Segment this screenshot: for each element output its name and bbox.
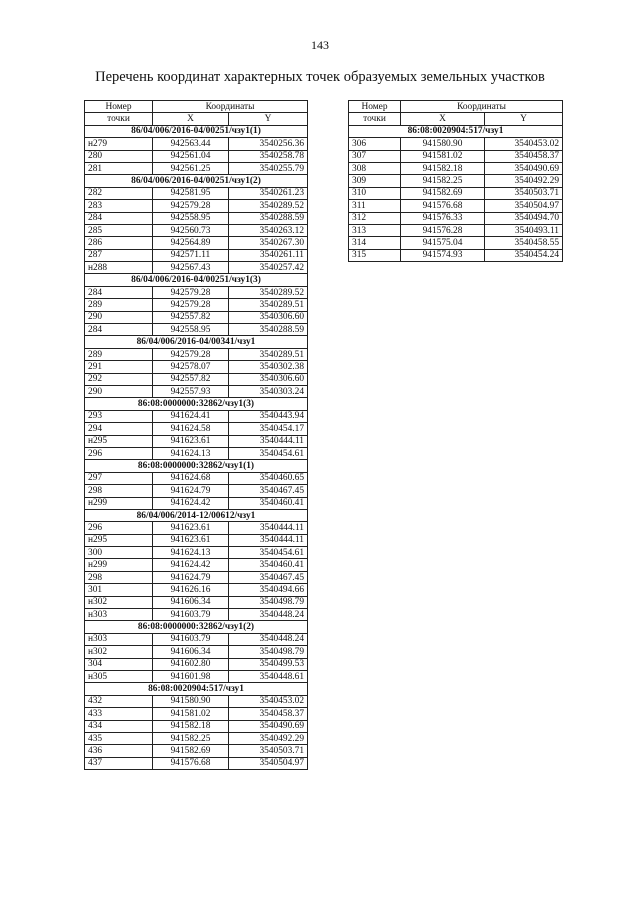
x-coordinate-cell: 942557.82 [153,311,229,323]
point-number-cell: 437 [85,757,153,769]
y-coordinate-cell: 3540306.60 [229,373,308,385]
point-number-cell: 434 [85,720,153,732]
point-number-cell: 314 [349,237,401,249]
table-row [85,584,308,596]
x-coordinate-cell: 941624.42 [153,497,229,509]
point-number-cell: н302 [85,646,153,658]
y-coordinate-cell: 3540443.94 [229,410,308,422]
y-coordinate-cell: 3540454.17 [229,423,308,435]
table-row [85,757,308,769]
table-row [85,150,308,162]
group-row [85,509,308,521]
table-row [85,373,308,385]
point-number-cell: 284 [85,286,153,298]
group-row [85,683,308,695]
y-coordinate-cell: 3540255.79 [229,162,308,174]
table-row [85,262,308,274]
table-row [85,249,308,261]
x-coordinate-cell: 941624.79 [153,571,229,583]
coordinates-table-left [84,100,308,770]
group-title: 86:08:0000000:32862/чзу1(1) [85,460,308,472]
x-coordinate-cell: 941624.68 [153,472,229,484]
table-row [85,534,308,546]
point-number-cell: 286 [85,237,153,249]
y-coordinate-cell: 3540289.51 [229,348,308,360]
y-coordinate-cell: 3540267.30 [229,237,308,249]
point-number-cell: 290 [85,311,153,323]
x-coordinate-cell: 941575.04 [401,237,485,249]
y-coordinate-cell: 3540498.79 [229,646,308,658]
x-coordinate-cell: 941576.33 [401,212,485,224]
y-coordinate-cell: 3540444.11 [229,435,308,447]
point-number-cell: 315 [349,249,401,261]
y-coordinate-cell: 3540289.52 [229,200,308,212]
point-number-cell: 284 [85,324,153,336]
group-row [85,274,308,286]
group-row [85,175,308,187]
x-coordinate-cell: 941576.28 [401,224,485,236]
x-coordinate-cell: 941624.58 [153,423,229,435]
x-coordinate-cell: 941624.13 [153,547,229,559]
coordinates-table-right [348,100,563,262]
table-row [85,237,308,249]
point-number-cell: 293 [85,410,153,422]
x-coordinate-cell: 941581.02 [153,708,229,720]
y-coordinate-cell: 3540454.61 [229,447,308,459]
x-coordinate-cell: 941624.79 [153,485,229,497]
point-number-cell: 304 [85,658,153,670]
y-coordinate-cell: 3540467.45 [229,571,308,583]
group-title: 86/04/006/2016-04/00251/чзу1(1) [85,125,308,137]
x-coordinate-cell: 941582.25 [153,732,229,744]
point-number-cell: н279 [85,138,153,150]
x-coordinate-cell: 941603.79 [153,609,229,621]
y-coordinate-cell: 3540503.71 [485,187,563,199]
table-row [85,571,308,583]
y-coordinate-cell: 3540289.52 [229,286,308,298]
y-coordinate-cell: 3540306.60 [229,311,308,323]
point-number-cell: 285 [85,224,153,236]
group-title: 86:08:0000000:32862/чзу1(3) [85,398,308,410]
y-coordinate-cell: 3540263.12 [229,224,308,236]
table-row [85,187,308,199]
table-row [85,497,308,509]
y-coordinate-cell: 3540460.41 [229,559,308,571]
x-coordinate-cell: 941582.18 [153,720,229,732]
header-y: Y [229,113,308,125]
point-number-cell: 282 [85,187,153,199]
table-row [85,559,308,571]
x-coordinate-cell: 941624.41 [153,410,229,422]
point-number-cell: 298 [85,571,153,583]
y-coordinate-cell: 3540448.24 [229,609,308,621]
group-title: 86/04/006/2016-04/00251/чзу1(2) [85,175,308,187]
x-coordinate-cell: 942558.95 [153,324,229,336]
table-row [85,324,308,336]
table-row [85,547,308,559]
table-row [85,670,308,682]
y-coordinate-cell: 3540454.61 [229,547,308,559]
point-number-cell: 289 [85,299,153,311]
table-row [85,720,308,732]
y-coordinate-cell: 3540302.38 [229,361,308,373]
y-coordinate-cell: 3540444.11 [229,522,308,534]
point-number-cell: 284 [85,212,153,224]
point-number-cell: 436 [85,745,153,757]
point-number-cell: 292 [85,373,153,385]
group-row [85,621,308,633]
x-coordinate-cell: 941580.90 [153,695,229,707]
point-number-cell: 312 [349,212,401,224]
x-coordinate-cell: 941582.69 [153,745,229,757]
table-row [85,447,308,459]
group-row [85,336,308,348]
x-coordinate-cell: 942567.43 [153,262,229,274]
group-title: 86/04/006/2014-12/00612/чзу1 [85,509,308,521]
point-number-cell: н295 [85,534,153,546]
x-coordinate-cell: 941582.69 [401,187,485,199]
x-coordinate-cell: 942561.04 [153,150,229,162]
x-coordinate-cell: 941576.68 [401,200,485,212]
table-row [85,646,308,658]
x-coordinate-cell: 941623.61 [153,435,229,447]
y-coordinate-cell: 3540493.11 [485,224,563,236]
x-coordinate-cell: 942561.25 [153,162,229,174]
table-row [85,385,308,397]
x-coordinate-cell: 942578.07 [153,361,229,373]
table-row [349,150,563,162]
point-number-cell: 300 [85,547,153,559]
y-coordinate-cell: 3540444.11 [229,534,308,546]
y-coordinate-cell: 3540448.24 [229,633,308,645]
group-row [349,125,563,137]
group-title: 86:08:0020904:517/чзу1 [349,125,563,137]
point-number-cell: 308 [349,162,401,174]
table-row [349,162,563,174]
group-title: 86/04/006/2016-04/00251/чзу1(3) [85,274,308,286]
point-number-cell: 432 [85,695,153,707]
header-x: X [153,113,229,125]
table-row [349,224,563,236]
table-row [85,423,308,435]
point-number-cell: 433 [85,708,153,720]
x-coordinate-cell: 941582.18 [401,162,485,174]
x-coordinate-cell: 941626.16 [153,584,229,596]
table-row [85,745,308,757]
point-number-cell: н295 [85,435,153,447]
y-coordinate-cell: 3540257.42 [229,262,308,274]
point-number-cell: 309 [349,175,401,187]
point-number-cell: н303 [85,609,153,621]
group-title: 86:08:0000000:32862/чзу1(2) [85,621,308,633]
y-coordinate-cell: 3540467.45 [229,485,308,497]
y-coordinate-cell: 3540460.65 [229,472,308,484]
header-y: Y [485,113,563,125]
x-coordinate-cell: 941582.25 [401,175,485,187]
table-row [349,212,563,224]
y-coordinate-cell: 3540289.51 [229,299,308,311]
y-coordinate-cell: 3540460.41 [229,497,308,509]
x-coordinate-cell: 942560.73 [153,224,229,236]
x-coordinate-cell: 941606.34 [153,646,229,658]
table-row [85,138,308,150]
point-number-cell: 289 [85,348,153,360]
point-number-cell: 291 [85,361,153,373]
table-row [85,224,308,236]
table-row [85,299,308,311]
table-row [85,348,308,360]
table-row [85,708,308,720]
y-coordinate-cell: 3540492.29 [485,175,563,187]
y-coordinate-cell: 3540256.36 [229,138,308,150]
y-coordinate-cell: 3540261.23 [229,187,308,199]
point-number-cell: н302 [85,596,153,608]
header-point-number-line2: точки [85,113,153,125]
x-coordinate-cell: 942579.28 [153,286,229,298]
point-number-cell: 313 [349,224,401,236]
x-coordinate-cell: 942558.95 [153,212,229,224]
x-coordinate-cell: 942579.28 [153,200,229,212]
x-coordinate-cell: 942563.44 [153,138,229,150]
y-coordinate-cell: 3540303.24 [229,385,308,397]
table-row [85,633,308,645]
x-coordinate-cell: 941581.02 [401,150,485,162]
table-row [85,212,308,224]
table-row [85,485,308,497]
y-coordinate-cell: 3540458.55 [485,237,563,249]
table-row [349,175,563,187]
point-number-cell: 306 [349,138,401,150]
y-coordinate-cell: 3540492.29 [229,732,308,744]
point-number-cell: 310 [349,187,401,199]
table-row [349,200,563,212]
y-coordinate-cell: 3540448.61 [229,670,308,682]
point-number-cell: н305 [85,670,153,682]
y-coordinate-cell: 3540499.53 [229,658,308,670]
x-coordinate-cell: 941623.61 [153,522,229,534]
table-row [85,311,308,323]
point-number-cell: 280 [85,150,153,162]
y-coordinate-cell: 3540288.59 [229,212,308,224]
y-coordinate-cell: 3540453.02 [229,695,308,707]
point-number-cell: 311 [349,200,401,212]
table-row [85,522,308,534]
y-coordinate-cell: 3540503.71 [229,745,308,757]
y-coordinate-cell: 3540453.02 [485,138,563,150]
x-coordinate-cell: 942579.28 [153,348,229,360]
point-number-cell: н299 [85,497,153,509]
group-row [85,460,308,472]
x-coordinate-cell: 941603.79 [153,633,229,645]
y-coordinate-cell: 3540504.97 [229,757,308,769]
x-coordinate-cell: 942581.95 [153,187,229,199]
point-number-cell: 294 [85,423,153,435]
table-row [349,187,563,199]
point-number-cell: 301 [85,584,153,596]
group-row [85,398,308,410]
y-coordinate-cell: 3540458.37 [485,150,563,162]
x-coordinate-cell: 941576.68 [153,757,229,769]
table-row [85,472,308,484]
table-row [85,410,308,422]
point-number-cell: 296 [85,447,153,459]
table-row [349,237,563,249]
point-number-cell: 298 [85,485,153,497]
header-point-number: Номер [85,101,153,113]
point-number-cell: 435 [85,732,153,744]
y-coordinate-cell: 3540261.11 [229,249,308,261]
y-coordinate-cell: 3540490.69 [229,720,308,732]
point-number-cell: 296 [85,522,153,534]
page-title: Перечень координат характерных точек образуемых земельных участков [95,69,545,85]
point-number-cell: 283 [85,200,153,212]
y-coordinate-cell: 3540498.79 [229,596,308,608]
table-row [85,609,308,621]
x-coordinate-cell: 942571.11 [153,249,229,261]
group-title: 86/04/006/2016-04/00341/чзу1 [85,336,308,348]
point-number-cell: 307 [349,150,401,162]
point-number-cell: 287 [85,249,153,261]
point-number-cell: 297 [85,472,153,484]
x-coordinate-cell: 941606.34 [153,596,229,608]
x-coordinate-cell: 941623.61 [153,534,229,546]
x-coordinate-cell: 941624.42 [153,559,229,571]
table-row [85,200,308,212]
header-point-number-line2: точки [349,113,401,125]
group-row [85,125,308,137]
table-row [349,138,563,150]
page-number: 143 [311,38,329,52]
table-row [85,732,308,744]
x-coordinate-cell: 942579.28 [153,299,229,311]
y-coordinate-cell: 3540458.37 [229,708,308,720]
table-row [85,435,308,447]
table-row [85,286,308,298]
table-row [85,658,308,670]
x-coordinate-cell: 941624.13 [153,447,229,459]
table-row [85,361,308,373]
x-coordinate-cell: 941601.98 [153,670,229,682]
point-number-cell: н299 [85,559,153,571]
x-coordinate-cell: 941574.93 [401,249,485,261]
header-x: X [401,113,485,125]
y-coordinate-cell: 3540258.78 [229,150,308,162]
x-coordinate-cell: 942564.89 [153,237,229,249]
x-coordinate-cell: 941602.80 [153,658,229,670]
table-row [85,695,308,707]
group-title: 86:08:0020904:517/чзу1 [85,683,308,695]
y-coordinate-cell: 3540504.97 [485,200,563,212]
header-coordinates: Координаты [153,101,308,113]
x-coordinate-cell: 942557.93 [153,385,229,397]
point-number-cell: 281 [85,162,153,174]
x-coordinate-cell: 942557.82 [153,373,229,385]
y-coordinate-cell: 3540288.59 [229,324,308,336]
table-row [349,249,563,261]
header-coordinates: Координаты [401,101,563,113]
x-coordinate-cell: 941580.90 [401,138,485,150]
y-coordinate-cell: 3540494.70 [485,212,563,224]
point-number-cell: 290 [85,385,153,397]
table-row [85,162,308,174]
point-number-cell: н303 [85,633,153,645]
header-point-number: Номер [349,101,401,113]
y-coordinate-cell: 3540454.24 [485,249,563,261]
point-number-cell: н288 [85,262,153,274]
y-coordinate-cell: 3540490.69 [485,162,563,174]
y-coordinate-cell: 3540494.66 [229,584,308,596]
table-row [85,596,308,608]
